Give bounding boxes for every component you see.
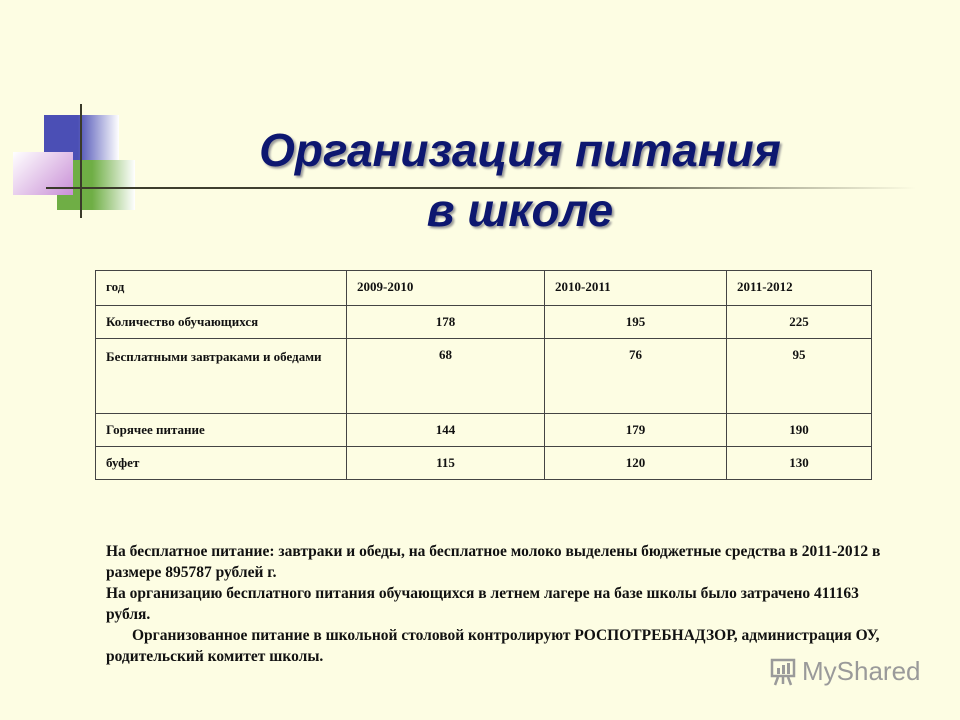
table-row <box>96 306 872 339</box>
row-label: Бесплатными завтраками и обедами <box>96 339 347 414</box>
cell: 190 <box>727 414 872 447</box>
cell: 179 <box>545 414 727 447</box>
header-cell: 2011-2012 <box>727 271 872 306</box>
cell: 225 <box>727 306 872 339</box>
notes-text <box>106 541 906 667</box>
cell: 130 <box>727 447 872 480</box>
header-cell: 2009-2010 <box>347 271 545 306</box>
row-label: буфет <box>96 447 347 480</box>
cell: 144 <box>347 414 545 447</box>
row-label: Количество обучающихся <box>96 306 347 339</box>
decor-vertical-line <box>80 104 82 218</box>
table-row <box>96 414 872 447</box>
cell: 178 <box>347 306 545 339</box>
header-cell: 2010-2011 <box>545 271 727 306</box>
title-line-1: Организация питания <box>259 124 781 176</box>
note-paragraph: На организацию бесплатного питания обучающихся в летнем лагере на базе школы было затрачено 411163 рубля. <box>106 585 859 623</box>
header-cell: год <box>96 271 347 306</box>
title-line-2: в школе <box>426 184 614 236</box>
watermark <box>770 656 921 687</box>
table-row <box>96 339 872 414</box>
slide-title <box>150 120 890 240</box>
table-header-row <box>96 271 872 306</box>
cell: 195 <box>545 306 727 339</box>
note-paragraph: Организованное питание в школьной столовой контролируют РОСПОТРЕБНАДЗОР, администрация ОУ, родительский комитет школы. <box>106 627 880 665</box>
cell: 120 <box>545 447 727 480</box>
nutrition-table <box>95 270 872 480</box>
presentation-icon <box>770 658 796 686</box>
note-paragraph: На бесплатное питание: завтраки и обеды, на бесплатное молоко выделены бюджетные средства в 2011-2012 в размере 895787 рублей г. <box>106 543 881 581</box>
table-row <box>96 447 872 480</box>
cell: 76 <box>545 339 727 414</box>
cell: 68 <box>347 339 545 414</box>
cell: 115 <box>347 447 545 480</box>
watermark-text: MyShared <box>802 656 921 686</box>
row-label: Горячее питание <box>96 414 347 447</box>
cell: 95 <box>727 339 872 414</box>
